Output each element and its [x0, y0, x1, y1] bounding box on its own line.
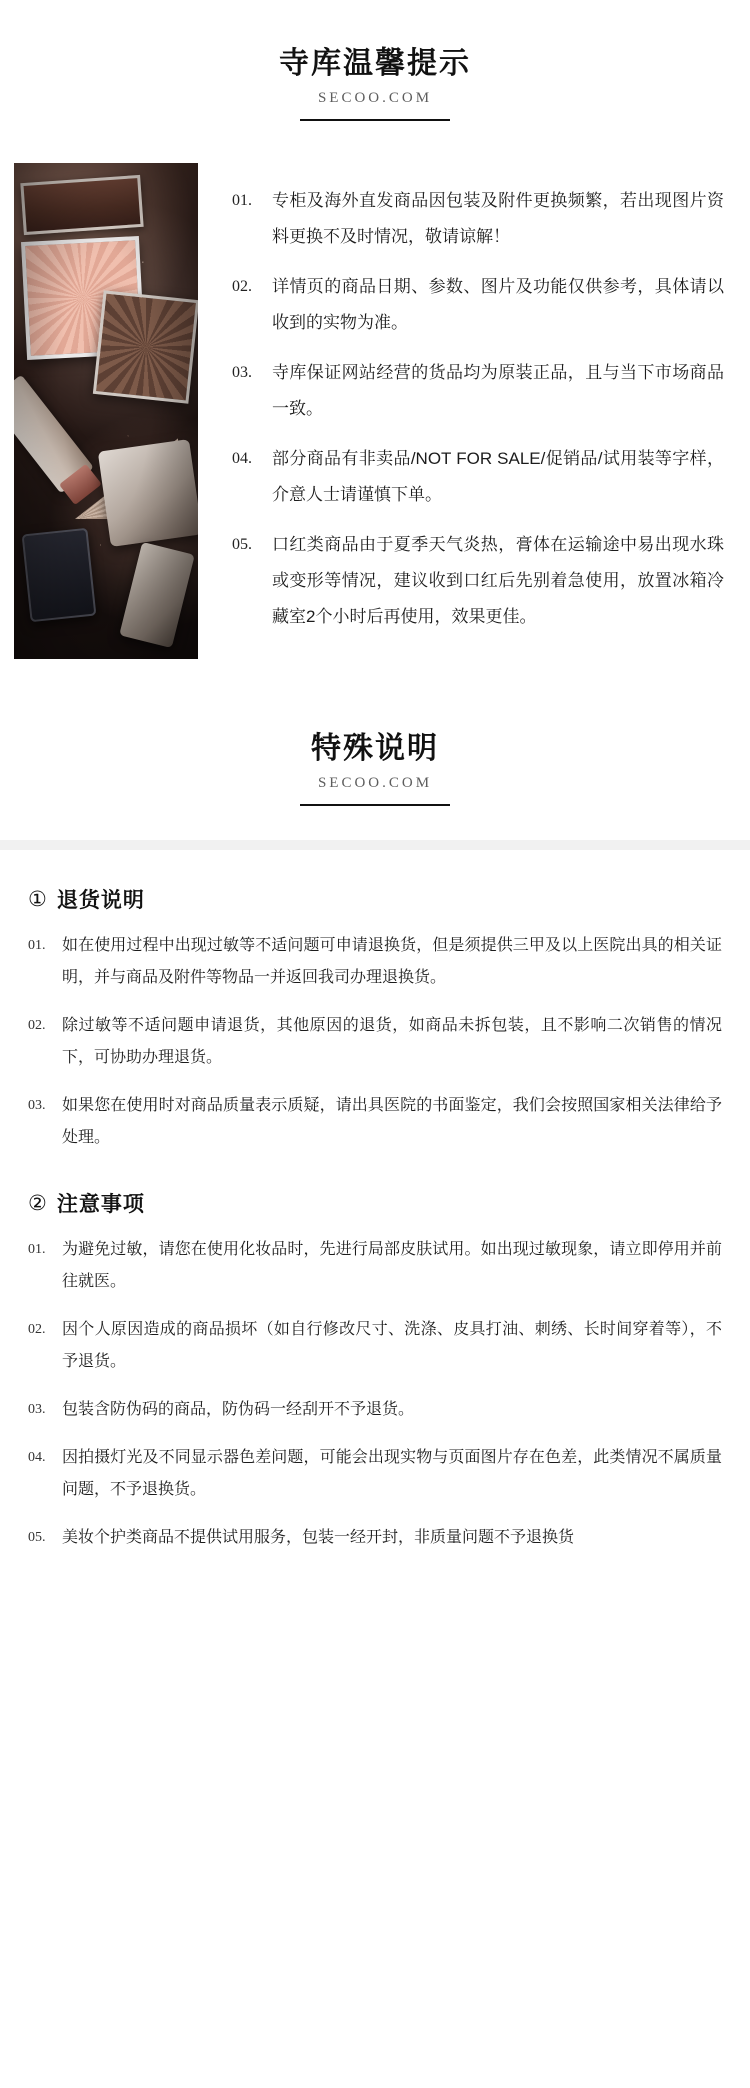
tip-text: 口红类商品由于夏季天气炎热，膏体在运输途中易出现水珠或变形等情况，建议收到口红后先别着急使用，放置冰箱冷藏室2个小时后再使用，效果更佳。	[272, 535, 724, 626]
rule-text: 如果您在使用时对商品质量表示质疑，请出具医院的书面鉴定，我们会按照国家相关法律给予处理。	[62, 1097, 722, 1146]
special-subtitle: SECOO.COM	[317, 775, 433, 791]
tip-number: 02.	[232, 278, 252, 295]
tips-section	[0, 121, 750, 659]
special-group-returns	[0, 884, 750, 1154]
special-title-divider	[300, 804, 450, 806]
rule-text: 因拍摄灯光及不同显示器色差问题，可能会出现实物与页面图片存在色差，此类情况不属质量问题，不予退换货。	[62, 1449, 722, 1498]
list-item	[232, 183, 724, 255]
list-item	[28, 1090, 722, 1154]
section-divider-band	[0, 840, 750, 850]
rule-number: 02.	[28, 1018, 46, 1033]
group-title	[28, 884, 722, 914]
tip-text: 部分商品有非卖品/NOT FOR SALE/促销品/试用装等字样，介意人士请谨慎下单。	[272, 449, 724, 504]
group-label: 退货说明	[56, 889, 145, 912]
special-section	[0, 884, 750, 1610]
rule-text: 包装含防伪码的商品，防伪码一经刮开不予退货。	[62, 1401, 415, 1418]
special-section-header	[0, 659, 750, 806]
tip-text: 寺库保证网站经营的货品均为原装正品，且与当下市场商品一致。	[272, 363, 724, 418]
rule-number: 04.	[28, 1450, 46, 1465]
circled-number-icon: ①	[28, 887, 47, 911]
rule-text: 因个人原因造成的商品损坏（如自行修改尺寸、洗涤、皮具打油、刺绣、长时间穿着等），不予退货。	[62, 1321, 722, 1370]
tips-list	[198, 163, 750, 649]
rule-text: 美妆个护类商品不提供试用服务，包装一经开封，非质量问题不予退换货	[62, 1529, 575, 1546]
group-label: 注意事项	[56, 1193, 145, 1216]
tip-number: 04.	[232, 450, 252, 467]
tip-text: 专柜及海外直发商品因包装及附件更换频繁，若出现图片资料更换不及时情况，敬请谅解！	[272, 191, 724, 246]
group-title	[28, 1188, 722, 1218]
rule-text: 如在使用过程中出现过敏等不适问题可申请退换货，但是须提供三甲及以上医院出具的相关证明，并与商品及附件等物品一并返回我司办理退换货。	[62, 937, 722, 986]
list-item	[28, 1234, 722, 1298]
rule-number: 05.	[28, 1530, 46, 1545]
rule-number: 01.	[28, 1242, 46, 1257]
tip-text: 详情页的商品日期、参数、图片及功能仅供参考，具体请以收到的实物为准。	[272, 277, 724, 332]
tips-subtitle: SECOO.COM	[317, 90, 433, 106]
rule-number: 02.	[28, 1322, 46, 1337]
tip-number: 03.	[232, 364, 252, 381]
rule-text: 为避免过敏，请您在使用化妆品时，先进行局部皮肤试用。如出现过敏现象，请立即停用并前往就医。	[62, 1241, 722, 1290]
tips-section-header	[0, 0, 750, 121]
list-item	[28, 1522, 722, 1554]
tips-title: 寺库温馨提示	[279, 47, 471, 80]
cosmetics-product-image	[14, 163, 198, 659]
list-item	[28, 1442, 722, 1506]
list-item	[28, 1010, 722, 1074]
list-item	[232, 269, 724, 341]
rule-number: 03.	[28, 1098, 46, 1113]
tip-number: 01.	[232, 192, 252, 209]
list-item	[28, 1394, 722, 1426]
list-item	[232, 441, 724, 513]
tip-number: 05.	[232, 536, 252, 553]
list-item	[232, 355, 724, 427]
list-item	[28, 930, 722, 994]
rule-number: 01.	[28, 938, 46, 953]
special-title: 特殊说明	[311, 732, 439, 765]
list-item	[232, 527, 724, 635]
circled-number-icon: ②	[28, 1191, 47, 1215]
image-vignette	[14, 163, 198, 659]
rule-text: 除过敏等不适问题申请退货，其他原因的退货，如商品未拆包装，且不影响二次销售的情况下，可协助办理退货。	[62, 1017, 722, 1066]
special-group-notes	[0, 1188, 750, 1554]
list-item	[28, 1314, 722, 1378]
rule-number: 03.	[28, 1402, 46, 1417]
